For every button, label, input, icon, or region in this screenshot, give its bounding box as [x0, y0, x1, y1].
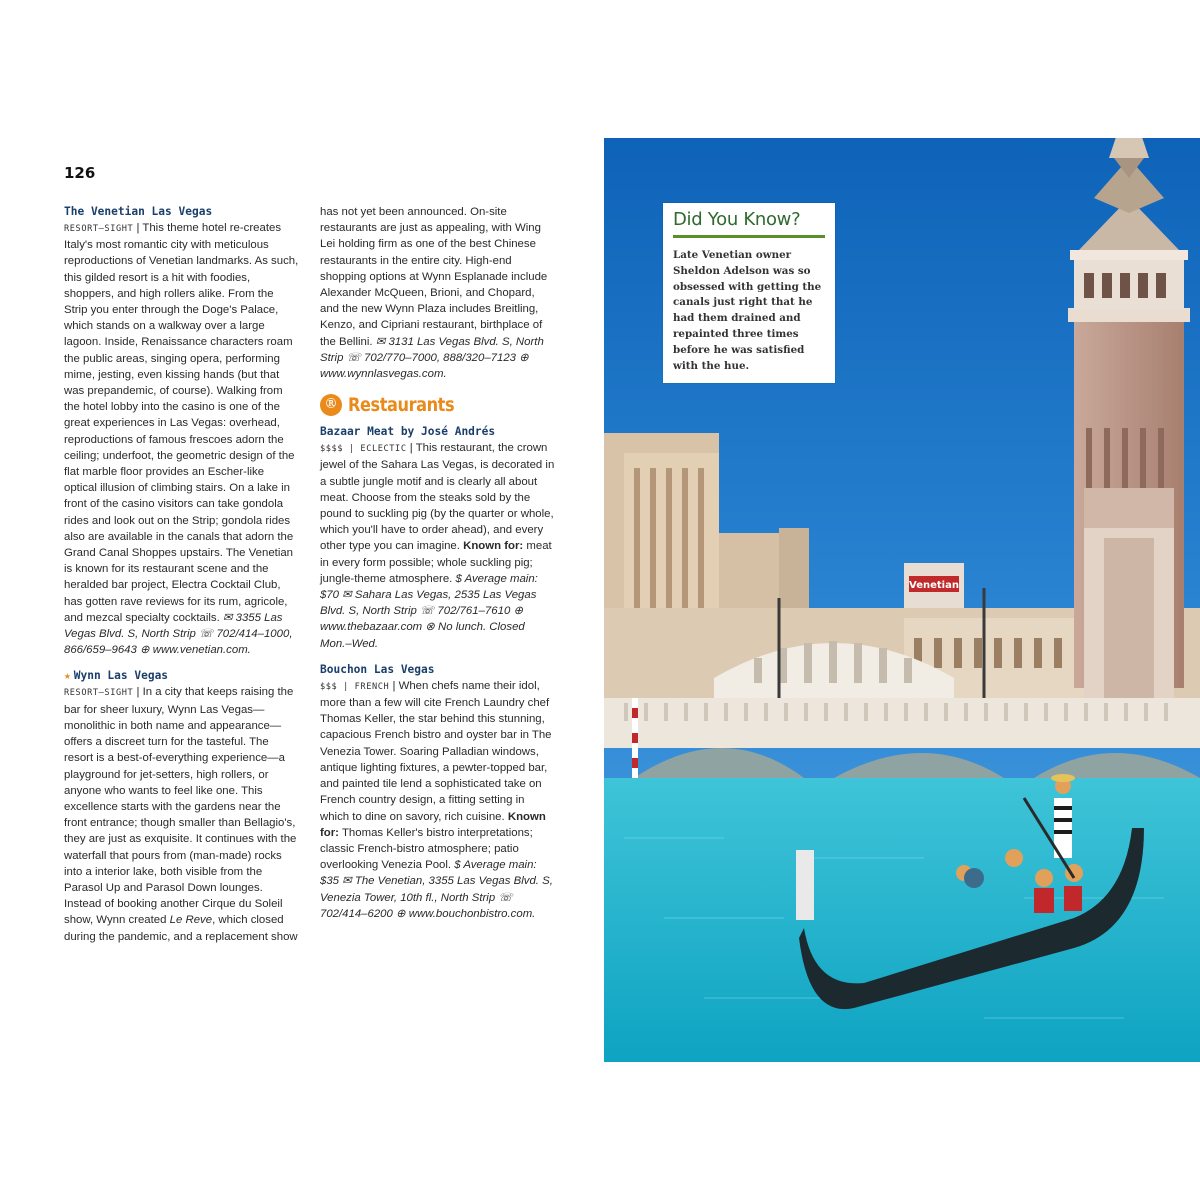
- listing-description: In a city that keeps raising the bar for sheer luxury, Wynn Las Vegas—monolithic in both name and appearance—offers a discreet turn for the tasteful. The resort is a best-of-everything experience—a playground for jet-setters, high rollers, or anyone who wants to feel like one. This excellence starts with the gardens near the front entrance; though smaller than Bellagio's, they are just as exquisite. It continues with the waterfall that pours from (man-made) rocks into a interior lake, both visible from the Parasol Up and Parasol Down lounges. Instead of booking another Cirque du Soleil show, Wynn created: [64, 686, 297, 927]
- known-for-text: meat in every form possible; whole suckling pig; jungle-theme atmosphere.: [320, 540, 552, 585]
- venetian-sign: Venetian: [909, 580, 959, 591]
- listing-description: This restaurant, the crown jewel of the Sahara Las Vegas, is decorated in a subtle jungle motif and is clearly all about meat. Choose from the steaks sold by the pound to suckling pig (by the quarter or whole, which you'll have to order ahead), and every other type you can imagine.: [320, 442, 555, 553]
- did-you-know-box: [663, 203, 835, 383]
- listing-body: $$$ | FRENCH | When chefs name their idol, more than a few will cite French Laundry chef Thomas Keller, the star behind this stunning, capacious French bistro and oyster bar in The Venezia Tower. Soaring Palladian windows, antique lighting fixtures, a pewter-topped bar, and painted tile lend a sophisticated take on French country design, a fitting setting in which to dine on savory, rich cuisine. Known for: Thomas Keller's bistro interpretations; classic French-bistro atmosphere; patio overlooking Venezia Pool. $ Average main: $35 ✉ The Venetian, 3355 Las Vegas Blvd. S, Venezia Tower, 10th fl., North Strip ☏ 702/414–6200 ⊕ www.bouchonbistro.com.: [320, 679, 553, 920]
- page-number: 126: [64, 164, 96, 182]
- middle-column: [320, 204, 556, 932]
- listing-body: RESORT—SIGHT | This theme hotel re-creates Italy's most romantic city with meticulous reproductions of Venetian landmarks. As such, this gilded resort is a hit with foodies, shoppers, and high rollers alike. From the Strip you enter through the Doge's Palace, which stands on a walkway over a large lagoon. Inside, Renaissance characters roam the public areas, singing opera, performing mime, jesting, even kissing hands (but that was prepandemic, of course). Walking from the hotel lobby into the casino is one of the great experiences in Las Vegas: overhead, reproductions of famous frescoes adorn the ceiling; underfoot, the geometric design of the flat marble floor provides an Escher-like optical illusion of climbing stairs. On a lake in front of the casino visitors can take gondola rides and look out on the Strip; gondola rides also are available in the canals that adorn the Grand Canal Shoppes upstairs. The Venetian is known for its restaurant scene and the heralded bar project, Electra Cocktail Club, has gotten rave reviews for its rum, agricole, and mezcal specialty cocktails. ✉ 3355 Las Vegas Blvd. S, North Strip ☏ 702/414–1000, 866/659–9643 ⊕ www.venetian.com.: [64, 222, 299, 657]
- listing-title: [64, 668, 300, 684]
- listing-bazaar: [320, 424, 556, 652]
- listing-category: RESORT—SIGHT: [64, 688, 134, 699]
- listing-contact: ✉ 3355 Las Vegas Blvd. S, North Strip ☏ 702/414–1000, 866/659–9643 ⊕ www.venetian.com.: [64, 611, 293, 657]
- known-for-label: Known for:: [320, 810, 546, 839]
- known-for-label: Known for:: [463, 540, 524, 553]
- listing-title: The Venetian Las Vegas: [64, 205, 213, 218]
- listing-category: $$$$ | ECLECTIC: [320, 444, 407, 455]
- listing-description: This theme hotel re-creates Italy's most romantic city with meticulous reproductions of Venetian landmarks. As such, this gilded resort is a hit with foodies, shoppers, and high rollers alike. From the Strip you enter through the Doge's Palace, which stands on a walkway over a large lagoon. Inside, Renaissance characters roam the public areas, singing opera, performing mime, jesting, even kissing hands (but that was prepandemic, of course). Walking from the hotel lobby into the casino is one of the great experiences in Las Vegas: overhead, reproductions of famous frescoes adorn the ceiling; underfoot, the geometric design of the flat marble floor provides an Escher-like optical illusion of climbing stairs. On a lake in front of the casino visitors can take gondola rides and look out on the Strip; gondola rides also are available in the canals that adorn the Grand Canal Shoppes upstairs. The Venetian is known for its restaurant scene and the heralded bar project, Electra Cocktail Club, has gotten rave reviews for its rum, agricole, and mezcal specialty cocktails.: [64, 222, 299, 624]
- listing-venetian: [64, 204, 300, 658]
- listing-contact: $ Average main: $70 ✉ Sahara Las Vegas, 2535 Las Vegas Blvd. S, North Strip ☏ 702/761–7610 ⊕ www.thebazaar.com ⊗ No lunch. Closed Mon.–Wed.: [320, 572, 538, 650]
- left-column: [64, 204, 300, 955]
- listing-body: RESORT—SIGHT | In a city that keeps raising the bar for sheer luxury, Wynn Las Vegas—monolithic in both name and appearance—offers a discreet turn for the tasteful. The resort is a best-of-everything experience—a playground for jet-setters, high rollers, or anyone who wants to feel like one. This excellence starts with the gardens near the front entrance; though smaller than Bellagio's, they are just as exquisite. It continues with the waterfall that pours from (man-made) rocks into a interior lake, both visible from the Parasol Up and Parasol Down lounges. Instead of booking another Cirque du Soleil show, Wynn created Le Reve, which closed during the pandemic, and a replacement show: [64, 686, 298, 943]
- listing-title: Bazaar Meat by José Andrés: [320, 425, 496, 439]
- listing-contact: ✉ 3131 Las Vegas Blvd. S, North Strip ☏ 702/770–7000, 888/320–7123 ⊕ www.wynnlasvegas.com.: [320, 335, 544, 381]
- listing-title: Bouchon Las Vegas: [320, 662, 435, 676]
- listing-category: RESORT—SIGHT: [64, 224, 134, 234]
- listing-wynn: [64, 668, 300, 944]
- section-title: Restaurants: [348, 394, 455, 417]
- listing-description: When chefs name their idol, more than a few will cite French Laundry chef Thomas Keller, the star behind this stunning, capacious French bistro and oyster bar in The Venezia Tower. Soaring Palladian windows, antique lighting fixtures, a pewter-topped bar, and painted tile lend a sophisticated take on French country design, a fitting setting in which to dine on savory, rich cuisine.: [320, 679, 552, 823]
- restaurant-icon: Ⓡ: [320, 394, 342, 416]
- show-name: Le Reve: [169, 914, 213, 927]
- listing-contact: $ Average main: $35 ✉ The Venetian, 3355 Las Vegas Blvd. S, Venezia Tower, 10th fl., North Strip ☏ 702/414–6200 ⊕ www.bouchonbistro.com.: [320, 859, 553, 920]
- listing-description: has not yet been announced. On-site restaurants are just as appealing, with Wing Lei holding firm as one of the best Chinese restaurants in the entire city. High-end shopping options at Wynn Esplanade include Alexander McQueen, Brioni, and Chopard, and the new Wynn Plaza includes Breitling, Kenzo, and Cipriani restaurant, birthplace of the Bellini.: [320, 206, 548, 348]
- listing-title-text: Wynn Las Vegas: [73, 669, 169, 683]
- star-icon: ★: [64, 669, 71, 683]
- listing-category: $$$ | FRENCH: [320, 681, 390, 692]
- known-for-text: Thomas Keller's bistro interpretations; classic French-bistro atmosphere; patio overlooking Venezia Pool.: [320, 826, 533, 872]
- listing-description-end: , which closed during the pandemic, and a replacement show: [64, 914, 298, 943]
- listing-body-continued: [320, 204, 556, 382]
- did-you-know-title: Did You Know?: [673, 209, 825, 238]
- section-header: [320, 394, 556, 416]
- did-you-know-text: Late Venetian owner Sheldon Adelson was so obsessed with getting the canals just right that he had them drained and repainted three times before he was satisfied with the hue.: [673, 249, 822, 372]
- listing-bouchon: [320, 662, 556, 922]
- listing-body: $$$$ | ECLECTIC | This restaurant, the crown jewel of the Sahara Las Vegas, is decorated in a subtle jungle motif and is clearly all about meat. Choose from the steaks sold by the pound to suckling pig (by the quarter or whole, which you'll have to order ahead), and every other type you can imagine. Known for: meat in every form possible; whole suckling pig; jungle-theme atmosphere. $ Average main: $70 ✉ Sahara Las Vegas, 2535 Las Vegas Blvd. S, North Strip ☏ 702/761–7610 ⊕ www.thebazaar.com ⊗ No lunch. Closed Mon.–Wed.: [320, 442, 555, 650]
